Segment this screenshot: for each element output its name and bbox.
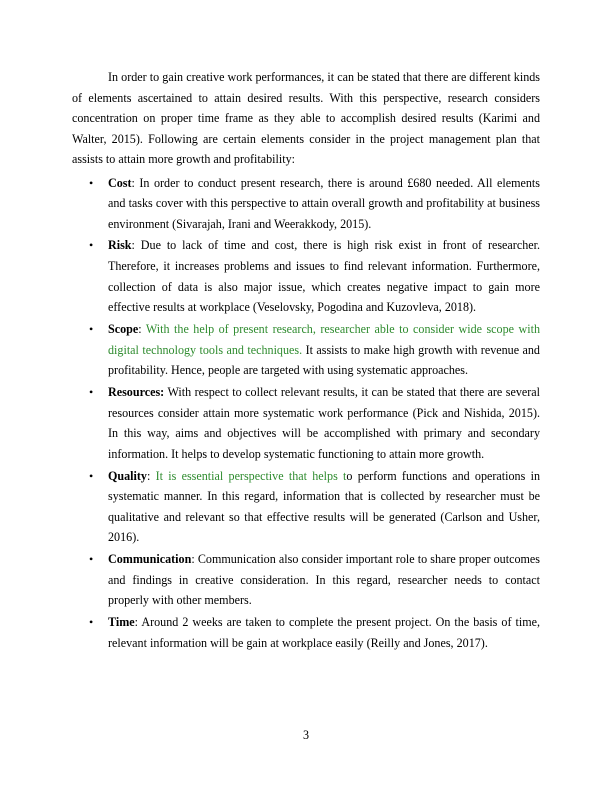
bullet-icon: • xyxy=(89,468,94,483)
item-term: Quality xyxy=(108,468,147,483)
item-highlight: It is essential perspective that helps t xyxy=(150,468,347,483)
intro-paragraph: In order to gain creative work performances, it can be stated that there are different kinds of elements ascertained to attain desired results. With this perspective, research considers concentration on proper time frame as they able to accomplish desired results (Karimi and Walter, 2015). Following are certain elements consider in the project management plan that assists to attain more growth and profitability: xyxy=(72,70,540,167)
item-term: Time xyxy=(108,615,135,630)
item-text: In order to conduct present research, there is around £680 needed. All elements and tasks cover with this perspective to attain overall growth and profitability at business environment (Sivarajah, Irani and Weerakkody, 2015). xyxy=(108,175,540,231)
item-text: With respect to collect relevant results, it can be stated that there are several resources consider attain more systematic work performance (Pick and Nishida, 2015). In this way, aims and objectives will be accomplished with primary and secondary information. It helps to develop systematic functioning to attain more growth. xyxy=(108,385,540,461)
element-list xyxy=(72,173,540,655)
bullet-icon: • xyxy=(89,175,94,190)
item-text: It assists to make high growth with revenue and profitability. Hence, people are targeted with using systematic approaches. xyxy=(108,342,540,378)
page-number: 3 xyxy=(302,728,310,742)
bullet-icon: • xyxy=(89,322,94,337)
item-text: Around 2 weeks are taken to complete the present project. On the basis of time, relevant information will be gain at workplace easily (Reilly and Jones, 2017). xyxy=(108,615,540,650)
bullet-icon: • xyxy=(89,615,94,630)
item-text: o perform functions and operations in systematic manner. In this regard, information that is collected by researcher must be qualitative and relevant so that effective results will be generated (Carlson and Usher, 2016). xyxy=(108,468,540,545)
item-text: Communication also consider important role to share proper outcomes and findings in creative consideration. In this regard, researcher needs to contact properly with other members. xyxy=(108,552,540,608)
list-item-risk xyxy=(72,235,540,317)
item-text: Due to lack of time and cost, there is high risk exist in front of researcher. Therefore, it increases problems and issues to find relevant information. Furthermore, collection of data is also major issue, which creates negative impact to gain more effective results at workplace (Veselovsky, Pogodina and Kuzovleva, 2018). xyxy=(108,238,540,315)
item-term: Communication xyxy=(108,552,192,567)
item-highlight: With the help of present research, researcher able to consider wide scope with digital technology tools and techniques. xyxy=(108,322,540,357)
list-item-time xyxy=(72,612,540,653)
item-term: Risk xyxy=(108,238,132,253)
item-term: Resources: xyxy=(108,385,165,399)
bullet-icon: • xyxy=(89,238,94,253)
item-separator: : xyxy=(146,468,151,483)
list-item-resources xyxy=(72,382,540,464)
item-separator: : xyxy=(134,615,139,630)
list-item-scope xyxy=(72,319,540,381)
item-separator: : xyxy=(131,175,135,190)
item-term: Scope xyxy=(108,322,139,337)
item-separator: : xyxy=(191,552,195,567)
list-item-communication xyxy=(72,549,540,611)
bullet-icon: • xyxy=(89,552,94,567)
list-item-cost xyxy=(72,173,540,235)
item-separator: : xyxy=(131,238,135,253)
bullet-icon: • xyxy=(89,385,94,399)
item-separator: : xyxy=(138,322,142,337)
list-item-quality xyxy=(72,466,540,548)
item-term: Cost xyxy=(108,175,132,190)
